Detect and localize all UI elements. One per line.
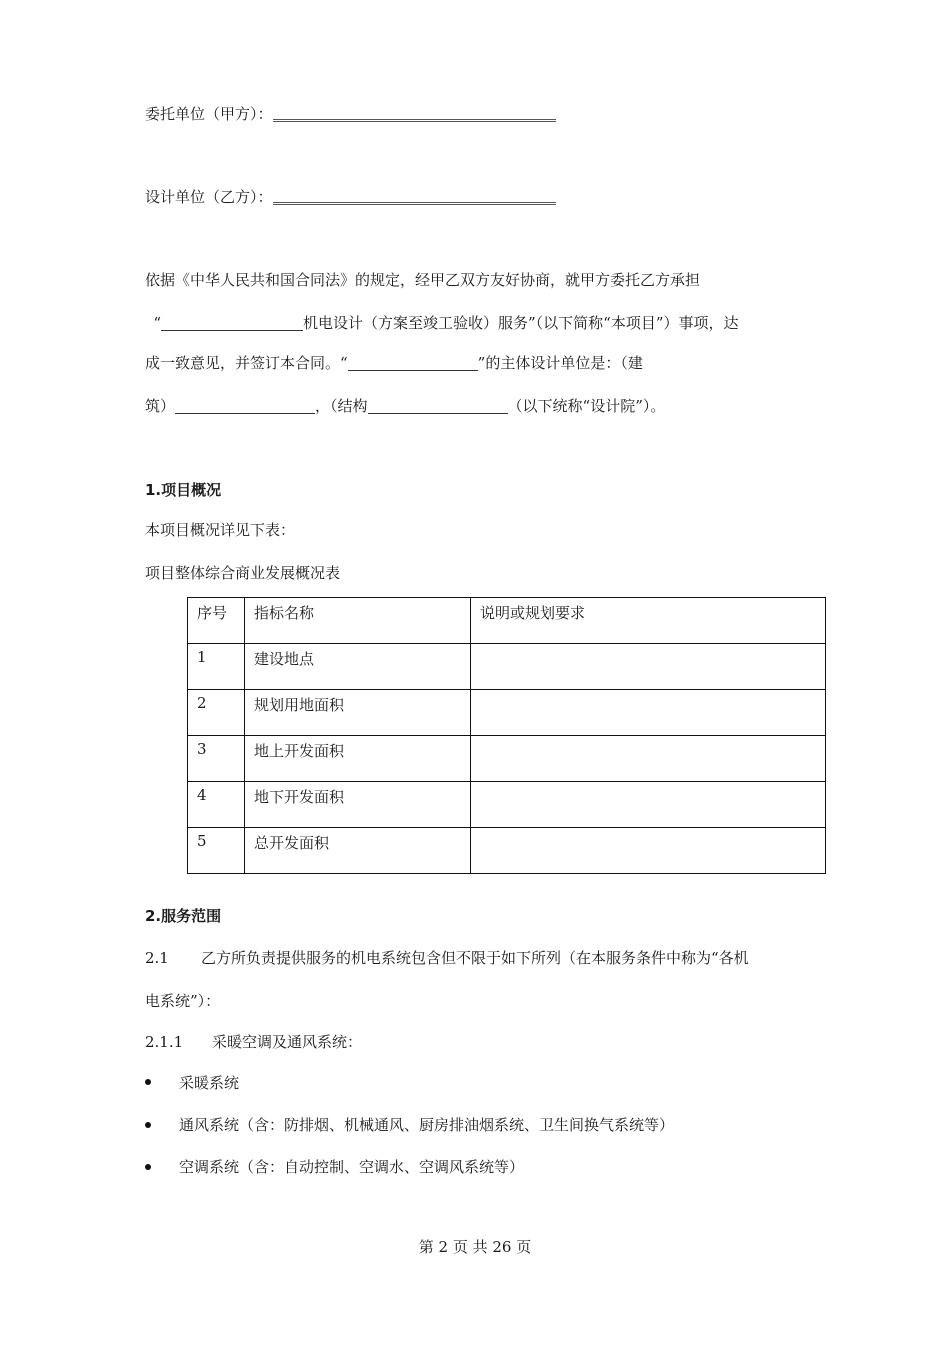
row-index: 5 <box>188 828 245 874</box>
preamble-line-3: 成一致意见，并签订本合同。“ ”的主体设计单位是：（建 <box>145 354 643 372</box>
party-b-label: 设计单位（乙方）： <box>145 188 273 206</box>
row-indicator: 地下开发面积 <box>245 782 471 828</box>
table-header-row <box>188 598 826 644</box>
row-indicator: 总开发面积 <box>245 828 471 874</box>
page-number: 第 2 页 共 26 页 <box>418 1238 532 1256</box>
bullet-item: 空调系统（含：自动控制、空调水、空调风系统等） <box>179 1158 525 1176</box>
preamble-line-1: 依据《中华人民共和国合同法》的规定，经甲乙双方友好协商，就甲方委托乙方承担 <box>145 271 701 289</box>
header-cell-requirement: 说明或规划要求 <box>471 598 826 644</box>
table-row <box>188 690 826 736</box>
preamble-line-4: 筑） ，（结构 （以下统称“设计院”）。 <box>145 397 666 415</box>
table-row <box>188 782 826 828</box>
bullet-dot-icon <box>145 1122 151 1128</box>
table-title: 项目整体综合商业发展概况表 <box>145 564 341 582</box>
item-2-1-number: 2.1 <box>145 949 169 967</box>
section-2-heading: 2.服务范围 <box>145 907 222 925</box>
architecture-blank[interactable] <box>175 412 315 414</box>
row-index: 3 <box>188 736 245 782</box>
row-requirement[interactable] <box>471 690 826 736</box>
row-requirement[interactable] <box>471 828 826 874</box>
bullet-item: 通风系统（含：防排烟、机械通风、厨房排油烟系统、卫生间换气系统等） <box>179 1116 675 1134</box>
row-requirement[interactable] <box>471 644 826 690</box>
row-indicator: 规划用地面积 <box>245 690 471 736</box>
table-row <box>188 828 826 874</box>
party-a-label: 委托单位（甲方）： <box>145 105 273 123</box>
header-cell-index: 序号 <box>188 598 245 644</box>
party-b-blank[interactable] <box>273 202 556 205</box>
item-2-1-1 <box>145 1031 362 1052</box>
designer-blank[interactable] <box>348 369 478 371</box>
table-row <box>188 644 826 690</box>
bullet-item: 采暖系统 <box>179 1074 240 1092</box>
section-1-heading: 1.项目概况 <box>145 481 222 499</box>
row-index: 1 <box>188 644 245 690</box>
item-2-1-text: 乙方所负责提供服务的机电系统包含但不限于如下所列（在本服务条件中称为“各机 <box>201 949 749 967</box>
bullet-dot-icon <box>145 1164 151 1170</box>
row-requirement[interactable] <box>471 736 826 782</box>
overview-table <box>187 597 826 874</box>
item-2-1-1-number: 2.1.1 <box>145 1033 184 1051</box>
project-name-blank[interactable] <box>161 329 303 331</box>
item-2-1-1-text: 采暖空调及通风系统： <box>212 1033 363 1051</box>
row-index: 4 <box>188 782 245 828</box>
party-a-line <box>145 103 556 124</box>
party-a-blank[interactable] <box>273 119 556 122</box>
row-index: 2 <box>188 690 245 736</box>
row-requirement[interactable] <box>471 782 826 828</box>
party-b-line <box>145 186 556 207</box>
item-2-1 <box>145 947 749 968</box>
table-row <box>188 736 826 782</box>
item-2-1-continued: 电系统”）： <box>145 992 221 1010</box>
bullet-dot-icon <box>145 1079 151 1085</box>
section-1-intro: 本项目概况详见下表： <box>145 521 296 539</box>
header-cell-indicator: 指标名称 <box>245 598 471 644</box>
preamble-line-2: “ 机电设计（方案至竣工验收）服务”（以下简称“本项目”）事项，达 <box>153 314 739 332</box>
row-indicator: 建设地点 <box>245 644 471 690</box>
row-indicator: 地上开发面积 <box>245 736 471 782</box>
structure-blank[interactable] <box>368 412 508 414</box>
